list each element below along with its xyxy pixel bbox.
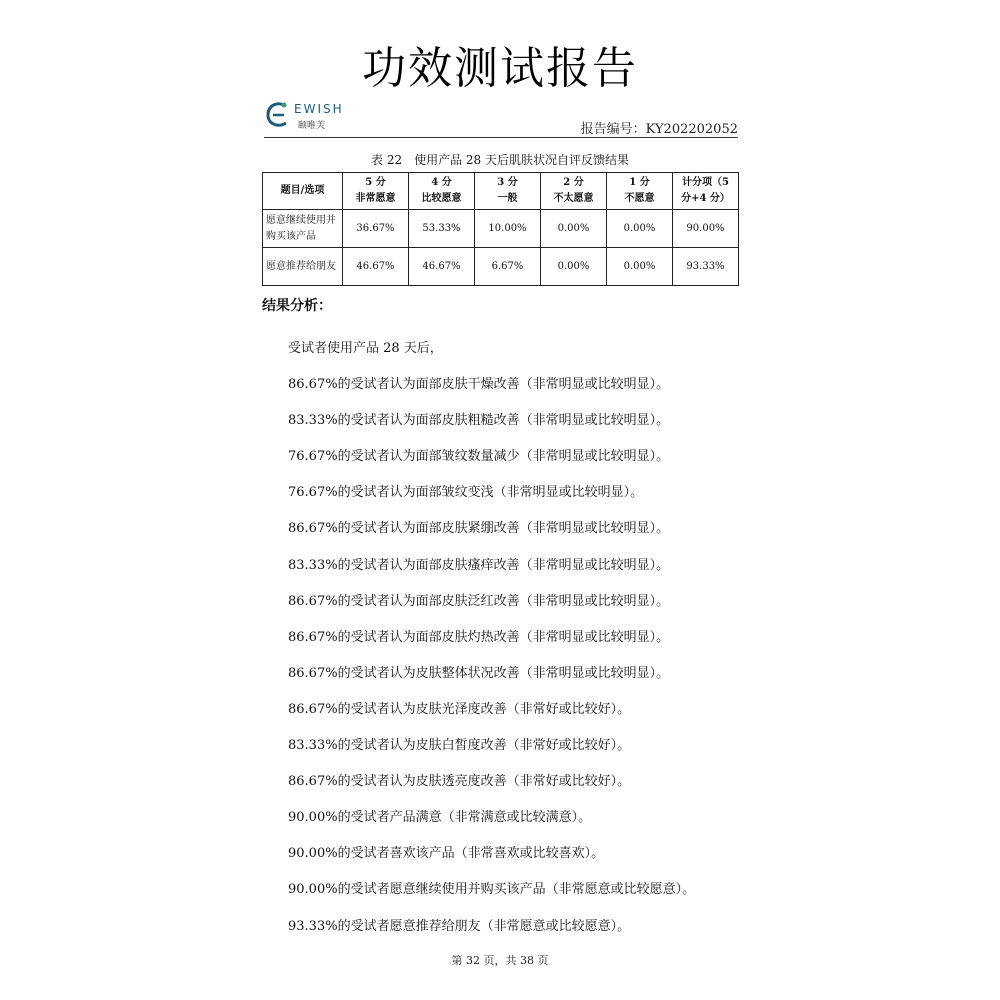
table-header-cell: 计分项（5 分+4 分） [673,173,739,210]
analysis-paragraph: 86.67%的受试者认为皮肤透亮度改善（非常好或比较好）。 [288,774,631,790]
table-row [263,210,739,248]
row-label: 愿意推荐给朋友 [263,248,343,286]
analysis-list [288,331,748,945]
logo-sub-text: 颐唯芙 [298,121,326,131]
analysis-paragraph: 76.67%的受试者认为面部皱纹数量减少（非常明显或比较明显）。 [288,449,670,465]
table-header-row [263,173,739,210]
header-divider [264,137,738,138]
analysis-paragraph: 83.33%的受试者认为面部皮肤粗糙改善（非常明显或比较明显）。 [288,413,670,429]
table-cell: 93.33% [673,248,739,286]
table-caption: 表 22 使用产品 28 天后肌肤状况自评反馈结果 [371,153,629,167]
analysis-paragraph: 90.00%的受试者喜欢该产品（非常喜欢或比较喜欢）。 [288,846,605,862]
analysis-paragraph: 86.67%的受试者认为皮肤整体状况改善（非常明显或比较明显）。 [288,665,670,681]
table-cell: 0.00% [541,210,607,248]
table-cell: 0.00% [607,248,673,286]
analysis-title: 结果分析： [262,298,332,314]
row-label: 愿意继续使用并购买该产品 [263,210,343,248]
analysis-paragraph: 90.00%的受试者愿意继续使用并购买该产品（非常愿意或比较愿意）。 [288,882,696,898]
analysis-paragraph: 86.67%的受试者认为面部皮肤干燥改善（非常明显或比较明显）。 [288,377,670,393]
analysis-paragraph: 86.67%的受试者认为面部皮肤紧绷改善（非常明显或比较明显）。 [288,521,670,537]
company-logo [264,98,374,134]
analysis-paragraph: 83.33%的受试者认为面部皮肤瘙痒改善（非常明显或比较明显）。 [288,557,670,573]
feedback-table [262,172,739,286]
table-cell: 36.67% [343,210,409,248]
analysis-paragraph: 86.67%的受试者认为面部皮肤泛红改善（非常明显或比较明显）。 [288,593,670,609]
table-cell: 53.33% [409,210,475,248]
table-row [263,248,739,286]
page-footer: 第 32 页，共 38 页 [451,954,549,967]
ewish-logo-icon [264,100,292,130]
analysis-paragraph: 90.00%的受试者产品满意（非常满意或比较满意）。 [288,810,592,826]
table-header-cell: 3 分 一般 [475,173,541,210]
report-number: 报告编号：KY202202052 [580,122,738,137]
analysis-paragraph: 93.33%的受试者愿意推荐给朋友（非常愿意或比较愿意）。 [288,918,631,934]
table-header-cell: 1 分 不愿意 [607,173,673,210]
logo-brand-text: EWISH [294,102,344,116]
table-cell: 0.00% [541,248,607,286]
page-title: 功效测试报告 [362,43,638,94]
table-header-cell: 5 分 非常愿意 [343,173,409,210]
table-header-cell: 4 分 比较愿意 [409,173,475,210]
table-header-cell: 2 分 不太愿意 [541,173,607,210]
table-cell: 46.67% [409,248,475,286]
analysis-paragraph: 83.33%的受试者认为皮肤白皙度改善（非常好或比较好）。 [288,738,631,754]
table-cell: 6.67% [475,248,541,286]
analysis-paragraph: 受试者使用产品 28 天后， [288,341,443,356]
analysis-paragraph: 76.67%的受试者认为面部皱纹变浅（非常明显或比较明显）。 [288,485,644,501]
analysis-paragraph: 86.67%的受试者认为面部皮肤灼热改善（非常明显或比较明显）。 [288,629,670,645]
table-header-cell: 题目/选项 [263,173,343,210]
table-cell: 10.00% [475,210,541,248]
table-cell: 0.00% [607,210,673,248]
table-cell: 90.00% [673,210,739,248]
analysis-paragraph: 86.67%的受试者认为皮肤光泽度改善（非常好或比较好）。 [288,701,631,717]
table-cell: 46.67% [343,248,409,286]
